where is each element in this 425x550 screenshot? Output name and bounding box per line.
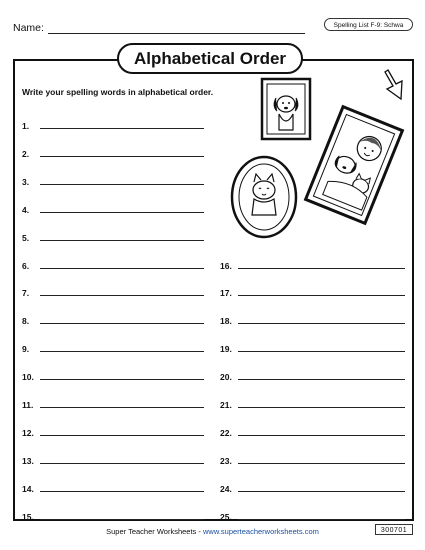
cat-portrait-icon <box>232 157 296 237</box>
answer-number: 8. <box>22 316 30 327</box>
answer-number: 9. <box>22 344 30 355</box>
answer-number: 13. <box>22 455 34 466</box>
spelling-list-badge: Spelling List F-9: Schwa <box>324 18 413 31</box>
answer-number: 24. <box>220 483 232 494</box>
answer-number: 17. <box>220 288 232 299</box>
answer-number: 19. <box>220 344 232 355</box>
footer-separator: - <box>196 527 203 536</box>
answer-number: 4. <box>22 204 30 215</box>
answer-number: 12. <box>22 427 34 438</box>
name-label: Name: <box>13 22 44 34</box>
answer-number: 14. <box>22 483 34 494</box>
answer-number: 11. <box>22 400 34 410</box>
answer-number: 23. <box>220 455 232 466</box>
footer <box>0 527 425 536</box>
footer-url[interactable]: www.superteacherworksheets.com <box>202 527 319 536</box>
answer-number: 20. <box>220 372 232 383</box>
answer-number: 6. <box>22 260 30 271</box>
arrow-down-icon <box>385 70 402 99</box>
dog-portrait-icon <box>262 79 310 139</box>
page-title: Alphabetical Order <box>117 43 303 74</box>
answer-number: 1. <box>22 121 30 131</box>
answer-number: 5. <box>22 232 30 243</box>
answer-number: 15. <box>22 511 34 522</box>
answer-number: 21. <box>220 400 232 410</box>
instructions: Write your spelling words in alphabetical order. <box>22 87 214 97</box>
answer-number: 16. <box>220 260 232 271</box>
answer-number: 10. <box>22 372 34 383</box>
worksheet-code: 300701 <box>375 524 413 535</box>
family-portrait-icon <box>306 107 403 224</box>
answer-number: 25. <box>220 511 232 522</box>
answer-number: 2. <box>22 148 30 159</box>
answer-number: 3. <box>22 176 30 187</box>
footer-brand: Super Teacher Worksheets <box>106 527 197 536</box>
answer-number: 18. <box>220 316 232 327</box>
answer-number: 22. <box>220 427 232 438</box>
answer-number: 7. <box>22 288 30 299</box>
